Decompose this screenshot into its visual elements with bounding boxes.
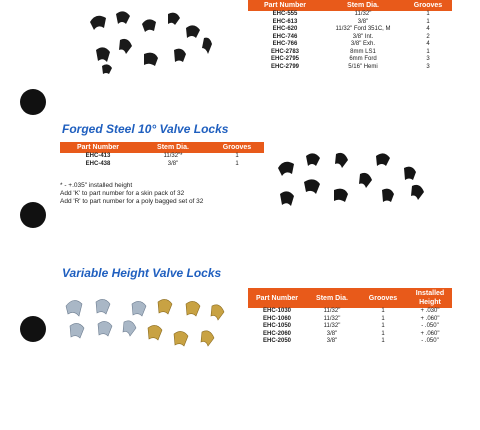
grooves-cell: 4 bbox=[426, 26, 430, 32]
part-number-cell: EHC-2060 bbox=[262, 330, 291, 337]
part-number-cell: EHC-746 bbox=[272, 33, 298, 40]
column-header-installed-height: Installed Height bbox=[408, 288, 452, 308]
grooves-cell: 4 bbox=[426, 41, 430, 47]
stem-dia-cell: 11/32" bbox=[354, 11, 372, 17]
stem-dia-cell: 3/8" bbox=[357, 18, 369, 25]
table-row bbox=[60, 153, 264, 161]
note-line: Add 'K' to part number for a skin pack of 32 bbox=[60, 190, 185, 197]
grooves-cell: 1 bbox=[381, 323, 385, 329]
stem-dia-cell: 3/8" bbox=[167, 160, 179, 167]
table-row bbox=[248, 316, 452, 324]
table-header-row bbox=[60, 142, 264, 153]
stem-dia-cell: 3/8" bbox=[326, 338, 338, 344]
table-row bbox=[248, 41, 452, 49]
table-row bbox=[248, 49, 452, 57]
bullet-dot bbox=[20, 89, 46, 115]
table-row bbox=[248, 56, 452, 64]
table-row bbox=[248, 19, 452, 27]
column-header-part-number: Part Number bbox=[248, 288, 306, 308]
installed-height-cell: - .050" bbox=[421, 323, 439, 329]
table-row bbox=[248, 26, 452, 34]
part-number-cell: EHC-1030 bbox=[262, 308, 291, 314]
grooves-cell: 1 bbox=[235, 160, 239, 167]
grooves-cell: 3 bbox=[426, 63, 430, 70]
part-number-cell: EHC-766 bbox=[272, 41, 298, 47]
valve-locks-photo-top bbox=[82, 8, 222, 78]
table-header-row bbox=[248, 288, 452, 308]
column-header-grooves: Grooves bbox=[358, 288, 408, 308]
part-number-cell: EHC-413 bbox=[85, 153, 111, 159]
grooves-cell: 1 bbox=[426, 11, 430, 17]
valve-locks-photo-variable bbox=[62, 294, 232, 358]
grooves-cell: 3 bbox=[426, 56, 430, 62]
stem-dia-cell: 11/32" bbox=[323, 323, 341, 329]
stem-dia-cell: 11/32"* bbox=[163, 153, 183, 159]
stem-dia-cell: 11/32" bbox=[323, 315, 341, 322]
installed-height-cell: + .060" bbox=[420, 330, 440, 337]
part-number-cell: EHC-620 bbox=[272, 26, 298, 32]
column-header-part-number: Part Number bbox=[60, 142, 136, 153]
table-row bbox=[248, 64, 452, 72]
section-notes bbox=[60, 182, 203, 206]
grooves-cell: 1 bbox=[381, 330, 385, 337]
part-number-cell: EHC-1050 bbox=[262, 323, 291, 329]
grooves-cell: 1 bbox=[381, 315, 385, 322]
grooves-cell: 1 bbox=[235, 153, 239, 159]
stem-dia-cell: 11/32" bbox=[323, 308, 341, 314]
stem-dia-cell: 3/8" Exh. bbox=[350, 41, 376, 47]
note-line: * - +.035" installed height bbox=[60, 182, 133, 189]
column-header-grooves: Grooves bbox=[210, 142, 264, 153]
stem-dia-cell: 5/16" Hemi bbox=[348, 63, 378, 70]
grooves-cell: 1 bbox=[426, 18, 430, 25]
valve-locks-table-forged bbox=[60, 142, 264, 168]
stem-dia-cell: 3/8" bbox=[326, 330, 338, 337]
grooves-cell: 2 bbox=[426, 33, 430, 40]
section-title-variable-height: Variable Height Valve Locks bbox=[62, 266, 222, 280]
table-row bbox=[60, 161, 264, 169]
column-header-stem-dia: Stem Dia. bbox=[306, 288, 358, 308]
installed-height-cell: - .050" bbox=[421, 338, 439, 344]
column-header-stem-dia: Stem Dia. bbox=[136, 142, 210, 153]
grooves-cell: 1 bbox=[426, 48, 430, 55]
part-number-cell: EHC-2050 bbox=[262, 338, 291, 344]
stem-dia-cell: 3/8" Int. bbox=[352, 33, 374, 40]
table-row bbox=[248, 338, 452, 346]
part-number-cell: EHC-2799 bbox=[270, 63, 299, 70]
installed-height-cell: + .060" bbox=[420, 315, 440, 322]
stem-dia-cell: 11/32" Ford 351C, M bbox=[335, 26, 391, 32]
valve-locks-table-variable bbox=[248, 288, 452, 346]
column-header-stem-dia: Stem Dia. bbox=[322, 0, 404, 11]
valve-locks-photo-forged bbox=[272, 146, 440, 218]
part-number-cell: EHC-613 bbox=[272, 18, 298, 25]
part-number-cell: EHC-1060 bbox=[262, 315, 291, 322]
part-number-cell: EHC-2795 bbox=[270, 56, 299, 62]
part-number-cell: EHC-438 bbox=[85, 160, 111, 167]
column-header-grooves: Grooves bbox=[404, 0, 452, 11]
part-number-cell: EHC-555 bbox=[272, 11, 298, 17]
table-row bbox=[248, 34, 452, 42]
grooves-cell: 1 bbox=[381, 308, 385, 314]
bullet-dot bbox=[20, 202, 46, 228]
column-header-part-number: Part Number bbox=[248, 0, 322, 11]
table-row bbox=[248, 308, 452, 316]
table-header-row bbox=[248, 0, 452, 11]
section-title-forged-steel: Forged Steel 10° Valve Locks bbox=[62, 122, 229, 136]
installed-height-cell: + .030" bbox=[420, 308, 440, 314]
valve-locks-table-top bbox=[248, 0, 452, 71]
stem-dia-cell: 6mm Ford bbox=[349, 56, 377, 62]
bullet-dot bbox=[20, 316, 46, 342]
stem-dia-cell: 8mm LS1 bbox=[350, 48, 376, 55]
table-row bbox=[248, 331, 452, 339]
table-row bbox=[248, 11, 452, 19]
grooves-cell: 1 bbox=[381, 338, 385, 344]
note-line: Add 'R' to part number for a poly bagged set of 32 bbox=[60, 198, 204, 205]
table-row bbox=[248, 323, 452, 331]
part-number-cell: EHC-2783 bbox=[270, 48, 299, 55]
